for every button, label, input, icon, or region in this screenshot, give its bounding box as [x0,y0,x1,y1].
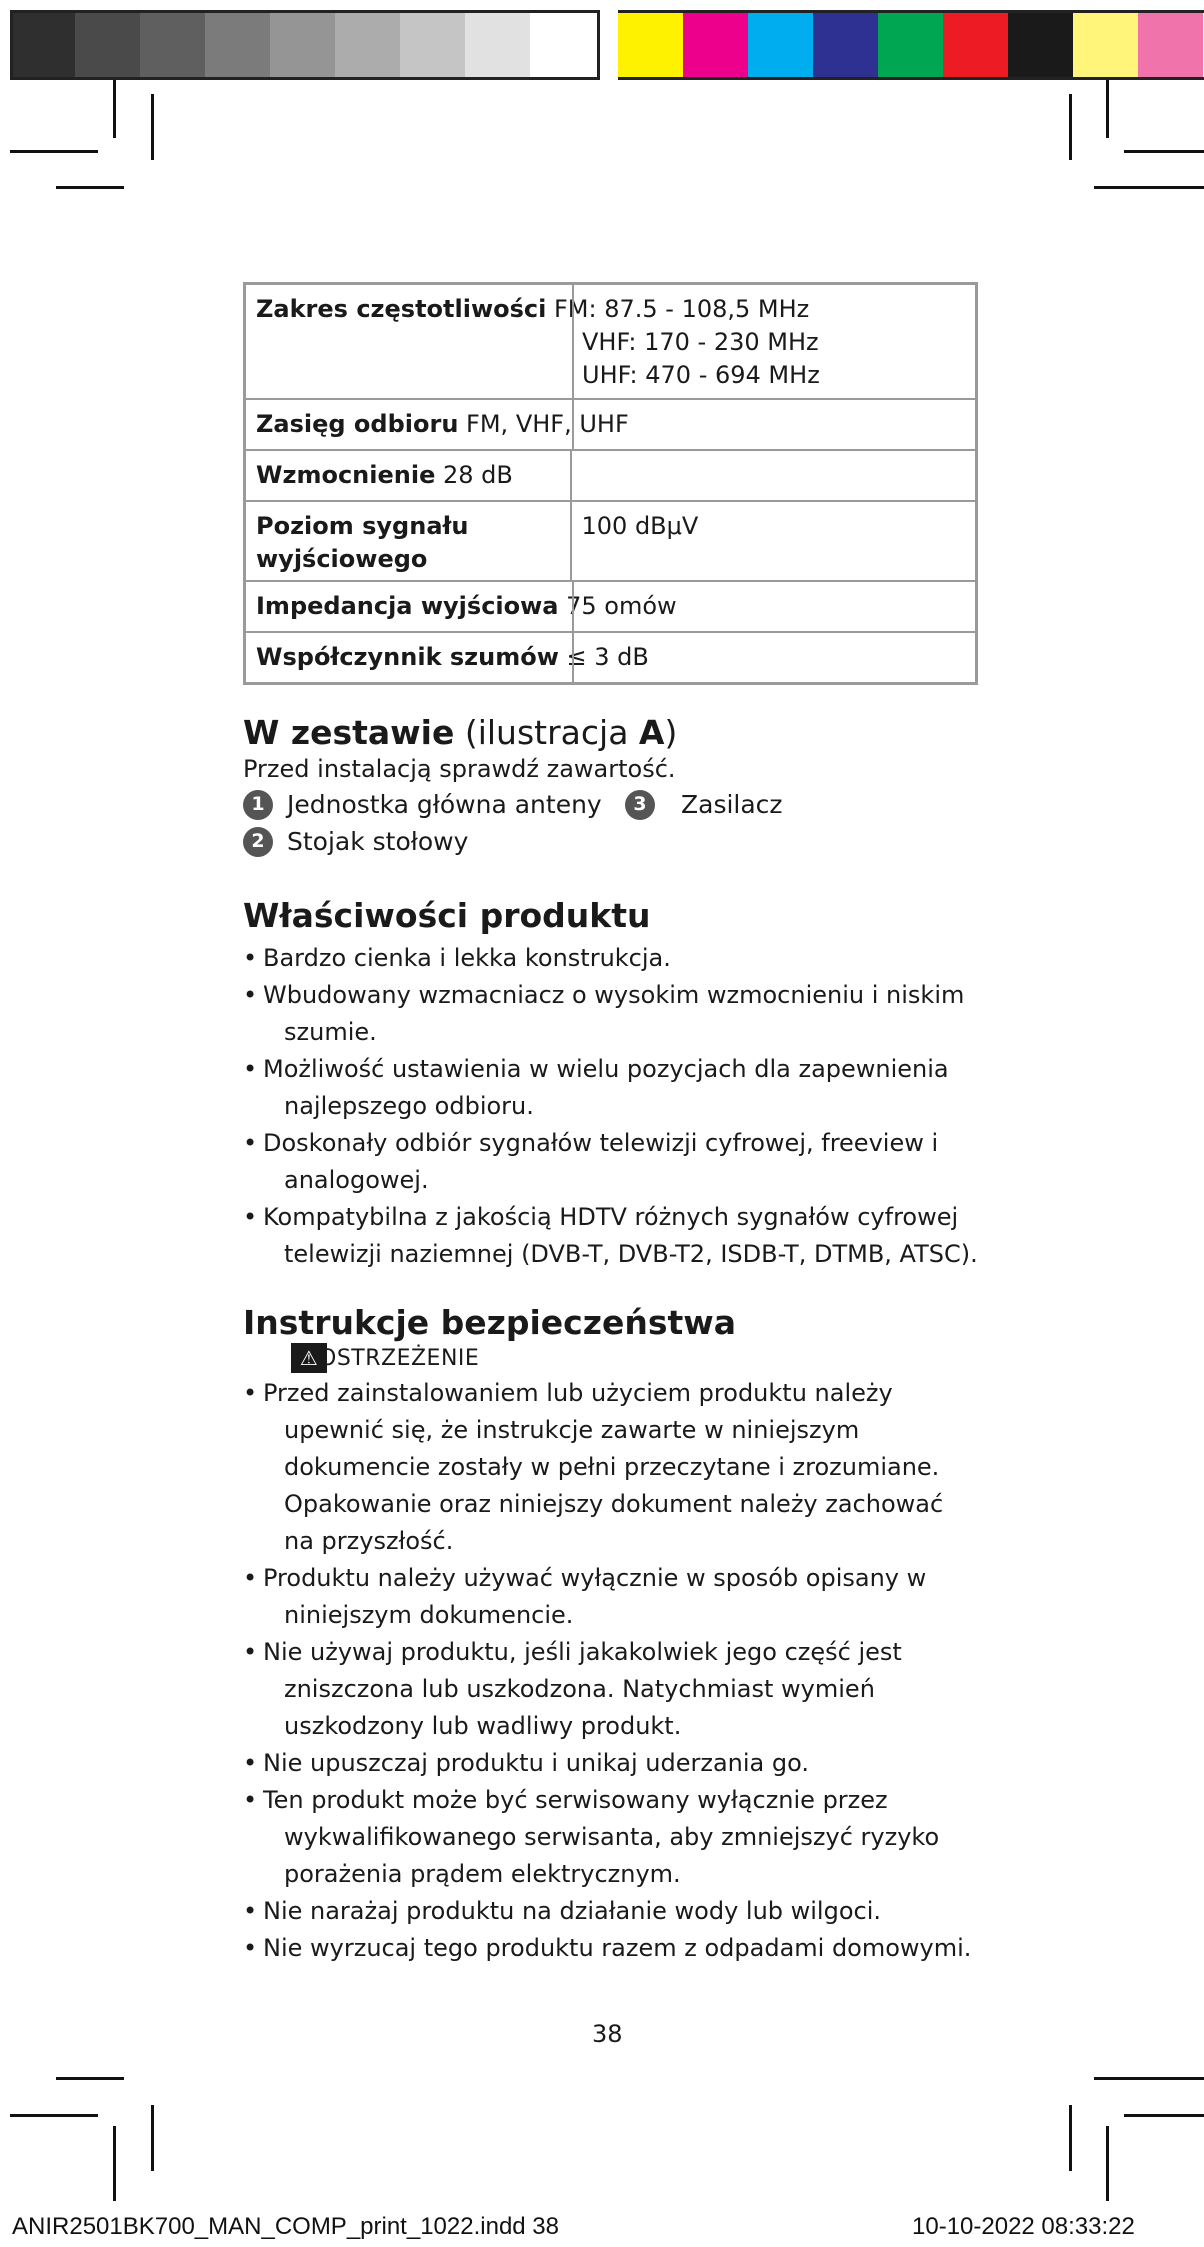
page-content [243,282,978,1967]
crop-mark [151,2105,154,2171]
color-swatch [683,10,748,80]
warning-label [291,1343,978,1373]
list-item [243,1051,978,1125]
table-cell [571,501,977,581]
grey-swatch [335,10,400,80]
specifications-table [243,282,978,685]
grey-swatch [205,10,270,80]
list-item [243,786,625,823]
spec-value: 100 dBμV [581,512,699,540]
table-row [245,399,977,450]
list-item-text: • Przed zainstalowaniem lub użyciem produktu należy upewnić się, że instrukcje zawarte w niniejszym dokumencie zostały w pełni przeczytane i zrozumiane. Opakowanie oraz niniejszy dokument należy zachować na przyszłość. [263,1379,944,1555]
number-badge: 1 [243,790,273,820]
list-item [243,1930,978,1967]
grey-swatch [465,10,530,80]
table-row [245,581,977,632]
crop-mark [1106,80,1109,138]
table-cell [245,632,977,684]
color-swatch [748,10,813,80]
list-item-text: • Nie narażaj produktu na działanie wody lub wilgoci. [263,1897,882,1925]
kit-row [243,786,978,823]
page-number: 38 [592,2020,623,2048]
list-item [243,940,978,977]
spec-label: Wzmocnienie [256,461,436,489]
list-item-text: • Nie wyrzucaj tego produktu razem z odpadami domowymi. [263,1934,972,1962]
kit-row [243,823,978,860]
spec-value: VHF: 170 - 230 MHz [582,328,819,356]
crop-mark [10,2114,98,2117]
crop-mark [113,80,116,138]
kit-contents [243,786,978,860]
list-item [243,823,468,860]
table-row [245,284,977,400]
spec-value: 75 omów [566,592,677,620]
features-heading: Właściwości produktu [243,896,651,935]
list-item-text: • Bardzo cienka i lekka konstrukcja. [263,944,671,972]
list-item [243,1745,978,1782]
list-item [243,1634,978,1745]
grey-swatch [10,10,75,80]
color-swatch [1073,10,1138,80]
kit-item-label: Zasilacz [681,790,783,819]
color-calibration-bar [618,10,1203,80]
color-swatch [1138,10,1203,80]
crop-mark [1124,150,1204,153]
list-item [243,977,978,1051]
list-item [243,1782,978,1893]
kit-item-label: Stojak stołowy [287,827,469,856]
color-swatch [813,10,878,80]
safety-heading: Instrukcje bezpieczeństwa [243,1303,736,1342]
spec-label: Poziom sygnału wyjściowego [256,512,469,573]
column-divider [572,582,574,631]
table-row [245,450,977,501]
crop-mark [1094,2077,1204,2080]
number-badge: 2 [243,827,273,857]
spec-label: Zasięg odbioru [256,410,459,438]
list-item [243,1125,978,1199]
spec-value: FM: 87.5 - 108,5 MHz [554,295,810,323]
warning-text: OSTRZEŻENIE [319,1345,480,1371]
table-cell [245,399,977,450]
crop-mark [1106,2126,1109,2201]
crop-mark [1069,94,1072,160]
kit-heading: W zestawie (ilustracja A) [243,713,678,752]
crop-mark [10,150,98,153]
table-cell [245,581,977,632]
features-list [243,940,978,1273]
list-item [243,1199,978,1273]
spec-value: ≤ 3 dB [566,643,649,671]
spec-value: UHF: 470 - 694 MHz [582,361,820,389]
list-item-text: • Ten produkt może być serwisowany wyłącznie przez wykwalifikowanego serwisanta, aby zmniejszyć ryzyko porażenia prądem elektrycznym. [263,1786,940,1888]
kit-lead-text: Przed instalacją sprawdź zawartość. [243,755,676,783]
table-row [245,501,977,581]
list-item-text: • Kompatybilna z jakością HDTV różnych sygnałów cyfrowej telewizji naziemnej (DVB-T, DVB-T2, ISDB-T, DTMB, ATSC). [263,1203,978,1268]
list-item [243,1893,978,1930]
column-divider [572,400,574,449]
color-swatch [1008,10,1073,80]
list-item-text: • Doskonały odbiór sygnałów telewizji cyfrowej, freeview i analogowej. [263,1129,939,1194]
crop-mark [1124,2114,1204,2117]
print-slug-date: 10-10-2022 08:33:22 [912,2213,1135,2240]
list-item-text: • Możliwość ustawienia w wielu pozycjach dla zapewnienia najlepszego odbioru. [263,1055,949,1120]
warning-triangle-icon: ⚠ [291,1343,327,1373]
list-item-text: • Wbudowany wzmacniacz o wysokim wzmocnieniu i niskim szumie. [263,981,965,1046]
table-row [245,632,977,684]
spec-value: 28 dB [442,461,513,489]
table-cell [571,450,977,501]
crop-mark [56,2077,124,2080]
crop-mark [1069,2105,1072,2171]
column-divider [572,285,574,398]
grey-swatch [75,10,140,80]
spec-label: Zakres częstotliwości [256,295,547,323]
kit-item-label: Jednostka główna anteny [287,790,602,819]
list-item [243,1560,978,1634]
grey-swatch [270,10,335,80]
grey-swatch [530,10,595,80]
spec-value: FM, VHF, UHF [466,410,629,438]
list-item-text: • Nie używaj produktu, jeśli jakakolwiek jego część jest zniszczona lub uszkodzona. Natychmiast wymień uszkodzony lub wadliwy produkt. [263,1638,902,1740]
table-cell [245,450,571,501]
column-divider [572,633,574,682]
crop-mark [56,186,124,189]
spec-label: Impedancja wyjściowa [256,592,559,620]
list-item [243,1375,978,1560]
list-item [625,786,783,823]
crop-mark [1094,186,1204,189]
spec-label: Współczynnik szumów [256,643,559,671]
crop-mark [151,94,154,160]
grey-swatch [400,10,465,80]
list-item-text: • Nie upuszczaj produktu i unikaj uderzania go. [263,1749,810,1777]
table-cell [245,501,571,581]
safety-list [243,1375,978,1967]
color-swatch [878,10,943,80]
number-badge: 3 [625,790,655,820]
table-cell [245,284,977,400]
print-slug-filename: ANIR2501BK700_MAN_COMP_print_1022.indd 38 [12,2213,559,2240]
list-item-text: • Produktu należy używać wyłącznie w sposób opisany w niniejszym dokumencie. [263,1564,927,1629]
crop-mark [113,2126,116,2201]
grey-swatch [140,10,205,80]
color-swatch [618,10,683,80]
color-swatch [943,10,1008,80]
greyscale-calibration-bar [10,10,595,80]
